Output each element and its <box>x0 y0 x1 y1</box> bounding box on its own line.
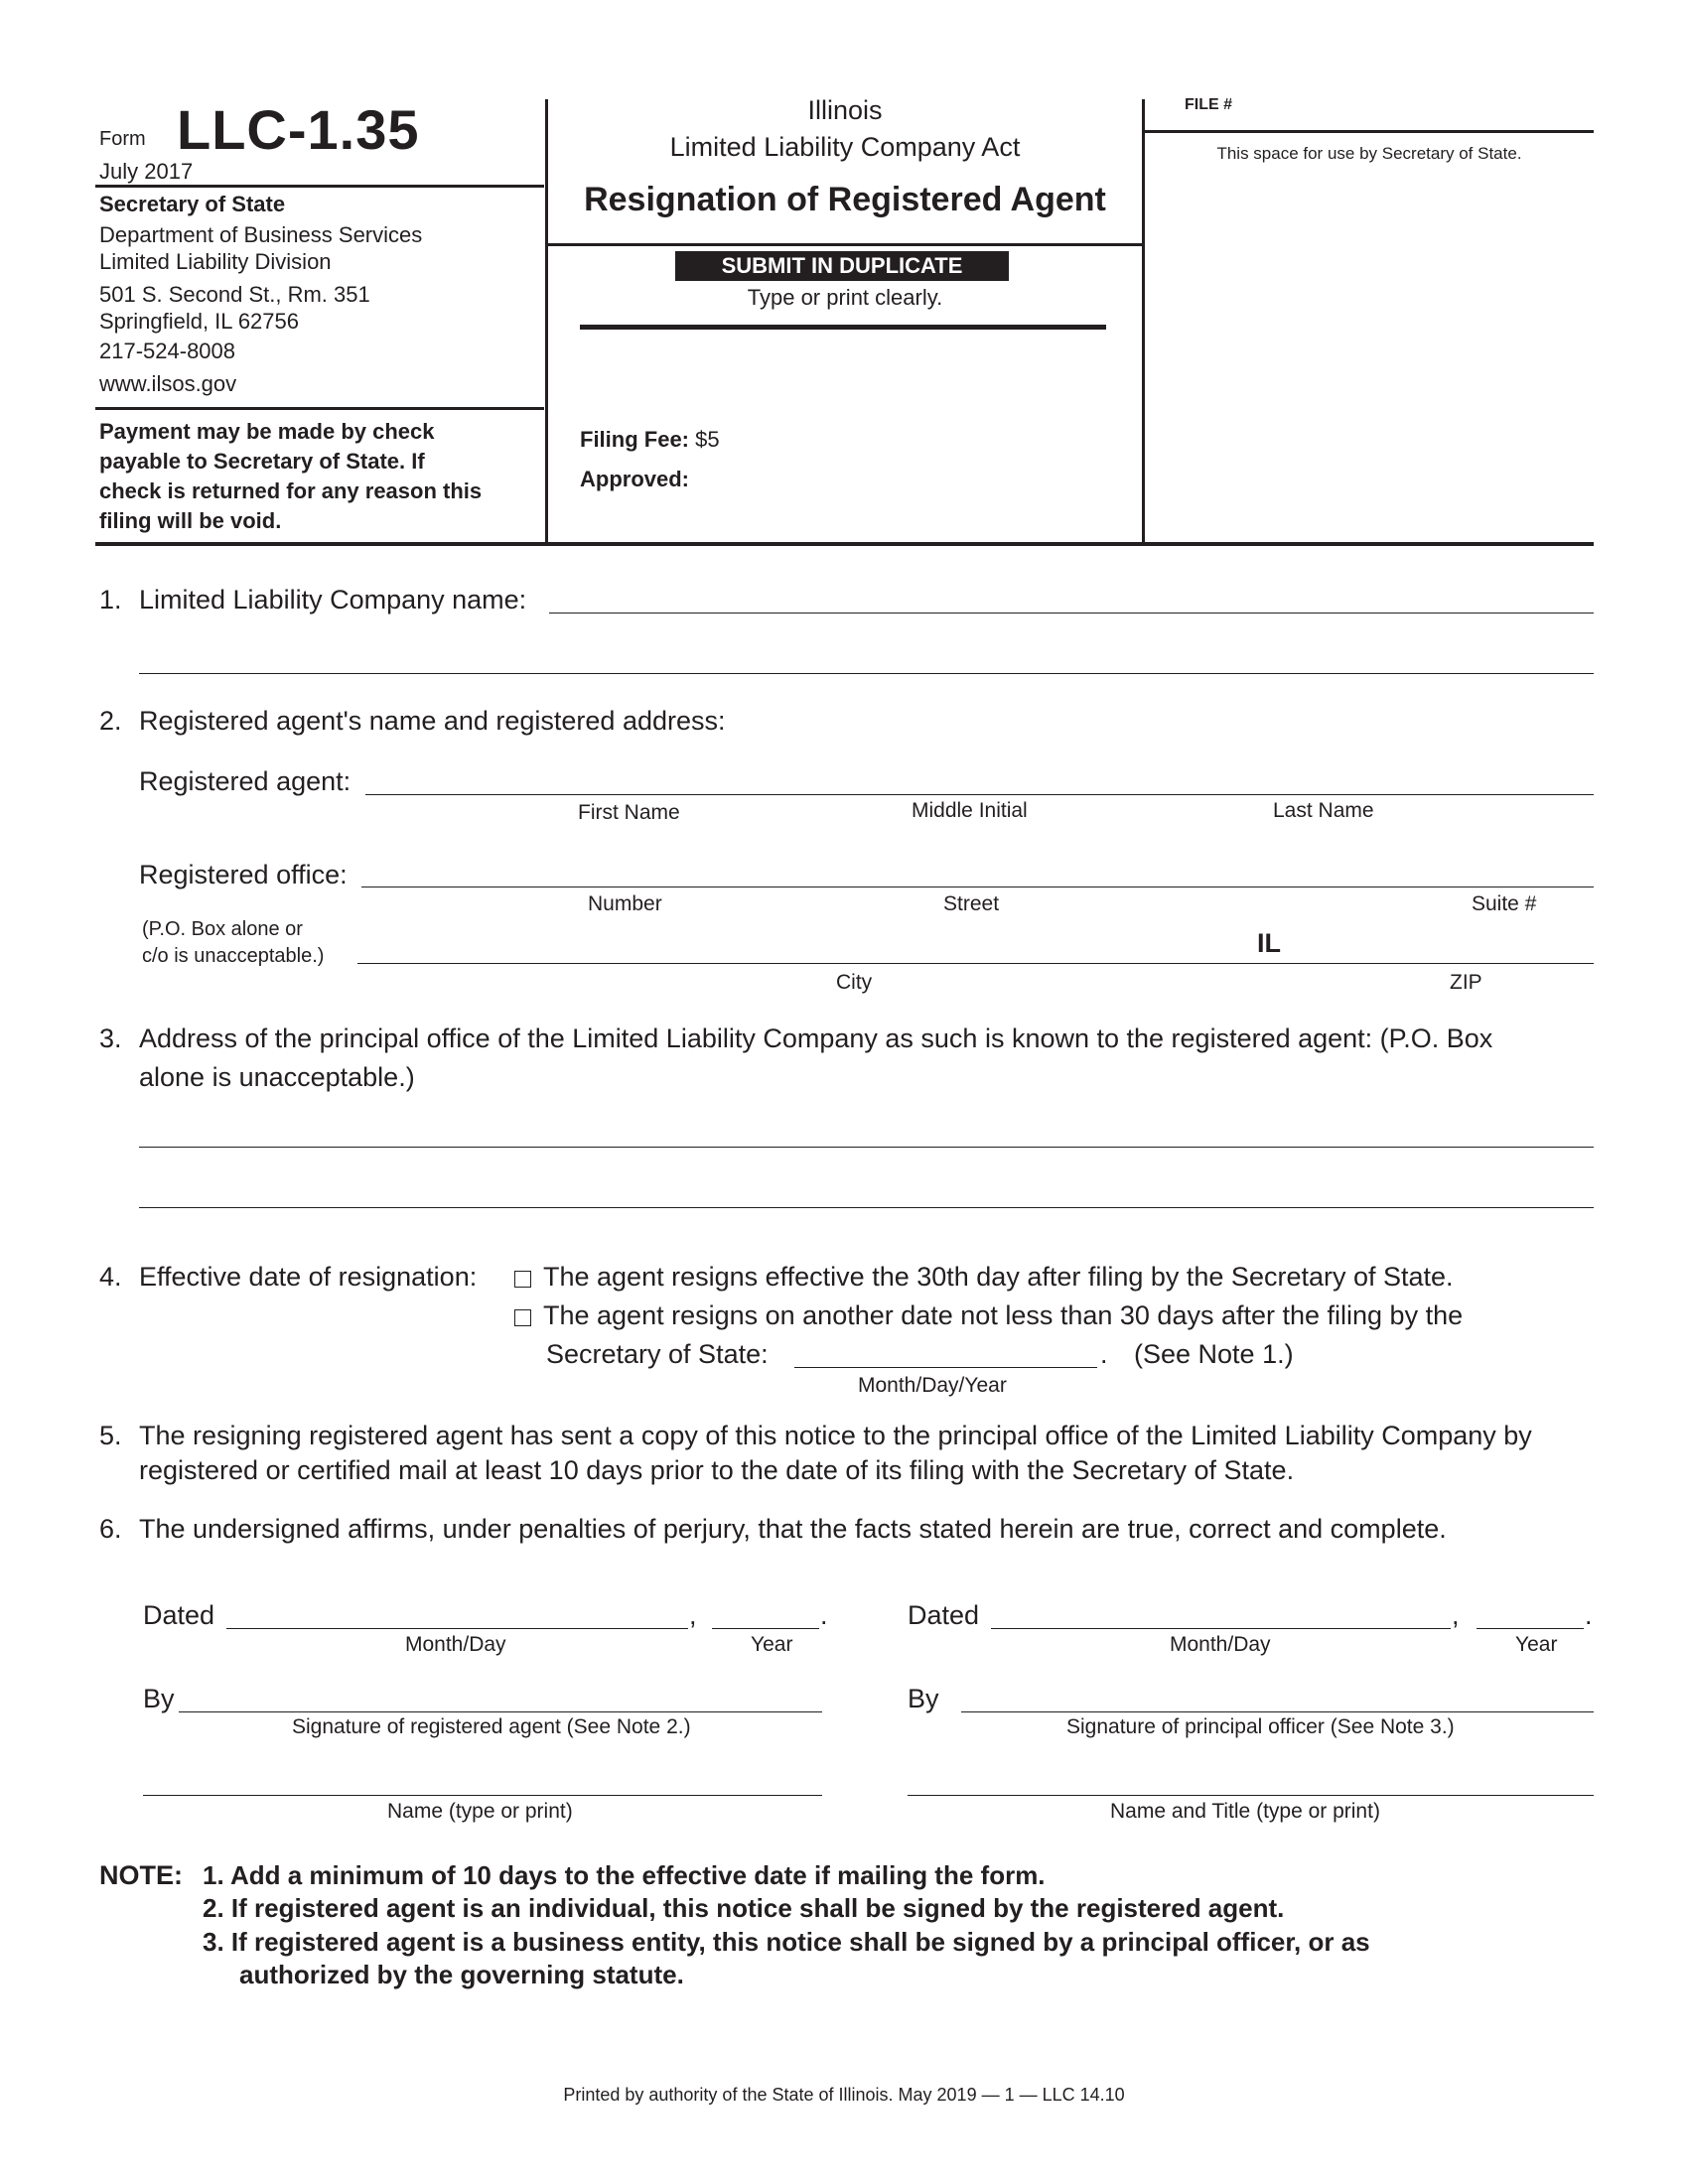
street-address: 501 S. Second St., Rm. 351 <box>99 282 370 307</box>
principal-officer-name-field[interactable] <box>908 1795 1594 1796</box>
item-text: Address of the principal office of the Limited Liability Company as such is known to the registered agent: (P.O. Box <box>139 1024 1493 1053</box>
registered-office-label: Registered office: <box>139 860 348 889</box>
middle-initial-caption: Middle Initial <box>912 799 1028 822</box>
filing-fee <box>580 427 720 453</box>
option-other-date[interactable] <box>514 1300 1463 1331</box>
signature-caption: Signature of registered agent (See Note 2.) <box>292 1715 691 1738</box>
date-caption: Month/Day/Year <box>858 1374 1007 1397</box>
option-text: The agent resigns effective the 30th day after filing by the Secretary of State. <box>543 1262 1454 1292</box>
comma: , <box>689 1600 697 1630</box>
form-number: LLC-1.35 <box>177 98 420 161</box>
item-number: 6. <box>99 1514 122 1544</box>
item-number: 3. <box>99 1024 122 1053</box>
company-name-label: Limited Liability Company name: <box>139 585 527 614</box>
filing-fee-label: Filing Fee: <box>580 427 689 452</box>
principal-officer-signature-field[interactable] <box>961 1711 1594 1712</box>
divider <box>1145 130 1594 133</box>
payment-note-line: Payment may be made by check <box>99 419 435 444</box>
dated-label: Dated <box>143 1600 215 1630</box>
dated-year-field[interactable] <box>712 1628 819 1629</box>
note-3-continued: authorized by the governing statute. <box>239 1960 684 1989</box>
divider <box>95 185 544 188</box>
company-name-field-line-2[interactable] <box>139 673 1594 674</box>
comma: , <box>1452 1600 1460 1630</box>
city-caption: City <box>836 971 873 994</box>
item-number: 1. <box>99 585 122 614</box>
last-name-caption: Last Name <box>1273 799 1374 822</box>
checkbox-30th-day[interactable] <box>514 1271 531 1288</box>
registered-agent-signature-field[interactable] <box>179 1711 822 1712</box>
zip-caption: ZIP <box>1450 971 1482 994</box>
principal-office-field[interactable] <box>139 1147 1594 1148</box>
name-caption: Name and Title (type or print) <box>1110 1800 1380 1823</box>
suite-caption: Suite # <box>1472 892 1537 915</box>
dated-month-day-field[interactable] <box>991 1628 1451 1629</box>
item-text: registered or certified mail at least 10 days prior to the date of its filing with the Secretary of State. <box>139 1455 1295 1485</box>
act-name: Limited Liability Company Act <box>669 132 1021 162</box>
dated-year-field[interactable] <box>1477 1628 1584 1629</box>
note-label: NOTE: <box>99 1860 183 1890</box>
submit-badge: SUBMIT IN DUPLICATE <box>675 251 1009 281</box>
filing-fee-value: $5 <box>695 427 720 452</box>
item-number: 4. <box>99 1262 122 1292</box>
file-number-label: FILE # <box>1185 96 1233 113</box>
by-label: By <box>908 1684 939 1713</box>
form-date: July 2017 <box>99 159 194 184</box>
item-label: Registered agent's name and registered address: <box>139 706 726 736</box>
item-text: alone is unacceptable.) <box>139 1062 415 1092</box>
sos-use-note: This space for use by Secretary of State. <box>1216 144 1522 163</box>
signature-caption: Signature of principal officer (See Note 3.) <box>1066 1715 1455 1738</box>
phone-number: 217-524-8008 <box>99 339 236 363</box>
option-30th-day[interactable] <box>514 1262 1454 1293</box>
see-note-1: (See Note 1.) <box>1134 1339 1294 1369</box>
po-box-note: c/o is unacceptable.) <box>142 945 325 967</box>
effective-date-label: Effective date of resignation: <box>139 1262 478 1292</box>
period: . <box>1585 1600 1593 1630</box>
department: Department of Business Services <box>99 222 423 247</box>
po-box-note: (P.O. Box alone or <box>142 918 303 940</box>
street-caption: Street <box>943 892 1000 915</box>
form-title: Resignation of Registered Agent <box>584 181 1106 218</box>
form-word: Form <box>99 128 146 150</box>
approved-label: Approved: <box>580 467 689 491</box>
divider <box>95 407 544 410</box>
item-text: The resigning registered agent has sent a copy of this notice to the principal office of the Limited Liability Company by <box>139 1421 1532 1450</box>
payment-note-line: check is returned for any reason this <box>99 478 483 503</box>
period: . <box>820 1600 828 1630</box>
vertical-rule <box>545 99 548 542</box>
city-state-zip: Springfield, IL 62756 <box>99 309 299 334</box>
item-text: The undersigned affirms, under penalties of perjury, that the facts stated herein are true, correct and complete. <box>139 1514 1447 1544</box>
division: Limited Liability Division <box>99 249 332 274</box>
period: . <box>1100 1339 1108 1369</box>
resignation-date-field[interactable] <box>794 1367 1097 1368</box>
state-value: IL <box>1257 928 1281 958</box>
checkbox-other-date[interactable] <box>514 1309 531 1326</box>
registered-agent-label: Registered agent: <box>139 766 352 796</box>
item-number: 5. <box>99 1421 122 1450</box>
year-caption: Year <box>1515 1633 1558 1656</box>
note-1: 1. Add a minimum of 10 days to the effective date if mailing the form. <box>203 1860 1046 1890</box>
month-day-caption: Month/Day <box>1170 1633 1271 1656</box>
footer: Printed by authority of the State of Illinois. May 2019 — 1 — LLC 14.10 <box>563 2085 1125 2105</box>
office-name: Secretary of State <box>99 192 286 216</box>
vertical-rule <box>1142 99 1145 542</box>
header-bottom-rule <box>95 542 1594 546</box>
state-name: Illinois <box>807 95 883 125</box>
thick-rule <box>580 325 1106 330</box>
option-continuation: Secretary of State: <box>546 1339 769 1369</box>
company-name-field[interactable] <box>549 613 1594 614</box>
type-instruction: Type or print clearly. <box>747 285 943 310</box>
name-caption: Name (type or print) <box>387 1800 573 1823</box>
year-caption: Year <box>751 1633 793 1656</box>
month-day-caption: Month/Day <box>405 1633 506 1656</box>
item-number: 2. <box>99 706 122 736</box>
by-label: By <box>143 1684 175 1713</box>
dated-label: Dated <box>908 1600 980 1630</box>
registered-office-city-field[interactable] <box>357 963 1594 964</box>
dated-month-day-field[interactable] <box>226 1628 688 1629</box>
option-text: The agent resigns on another date not less than 30 days after the filing by the <box>543 1300 1464 1330</box>
registered-agent-field[interactable] <box>365 794 1594 795</box>
registered-agent-name-field[interactable] <box>143 1795 822 1796</box>
note-2: 2. If registered agent is an individual, this notice shall be signed by the registered agent. <box>203 1893 1285 1923</box>
payment-note-line: payable to Secretary of State. If <box>99 449 425 474</box>
website[interactable]: www.ilsos.gov <box>99 371 237 396</box>
first-name-caption: First Name <box>578 801 680 824</box>
number-caption: Number <box>588 892 662 915</box>
payment-note-line: filing will be void. <box>99 508 282 533</box>
divider <box>548 243 1142 246</box>
note-3: 3. If registered agent is a business entity, this notice shall be signed by a principal officer, or as <box>203 1927 1370 1957</box>
principal-office-field-line-2[interactable] <box>139 1207 1594 1208</box>
